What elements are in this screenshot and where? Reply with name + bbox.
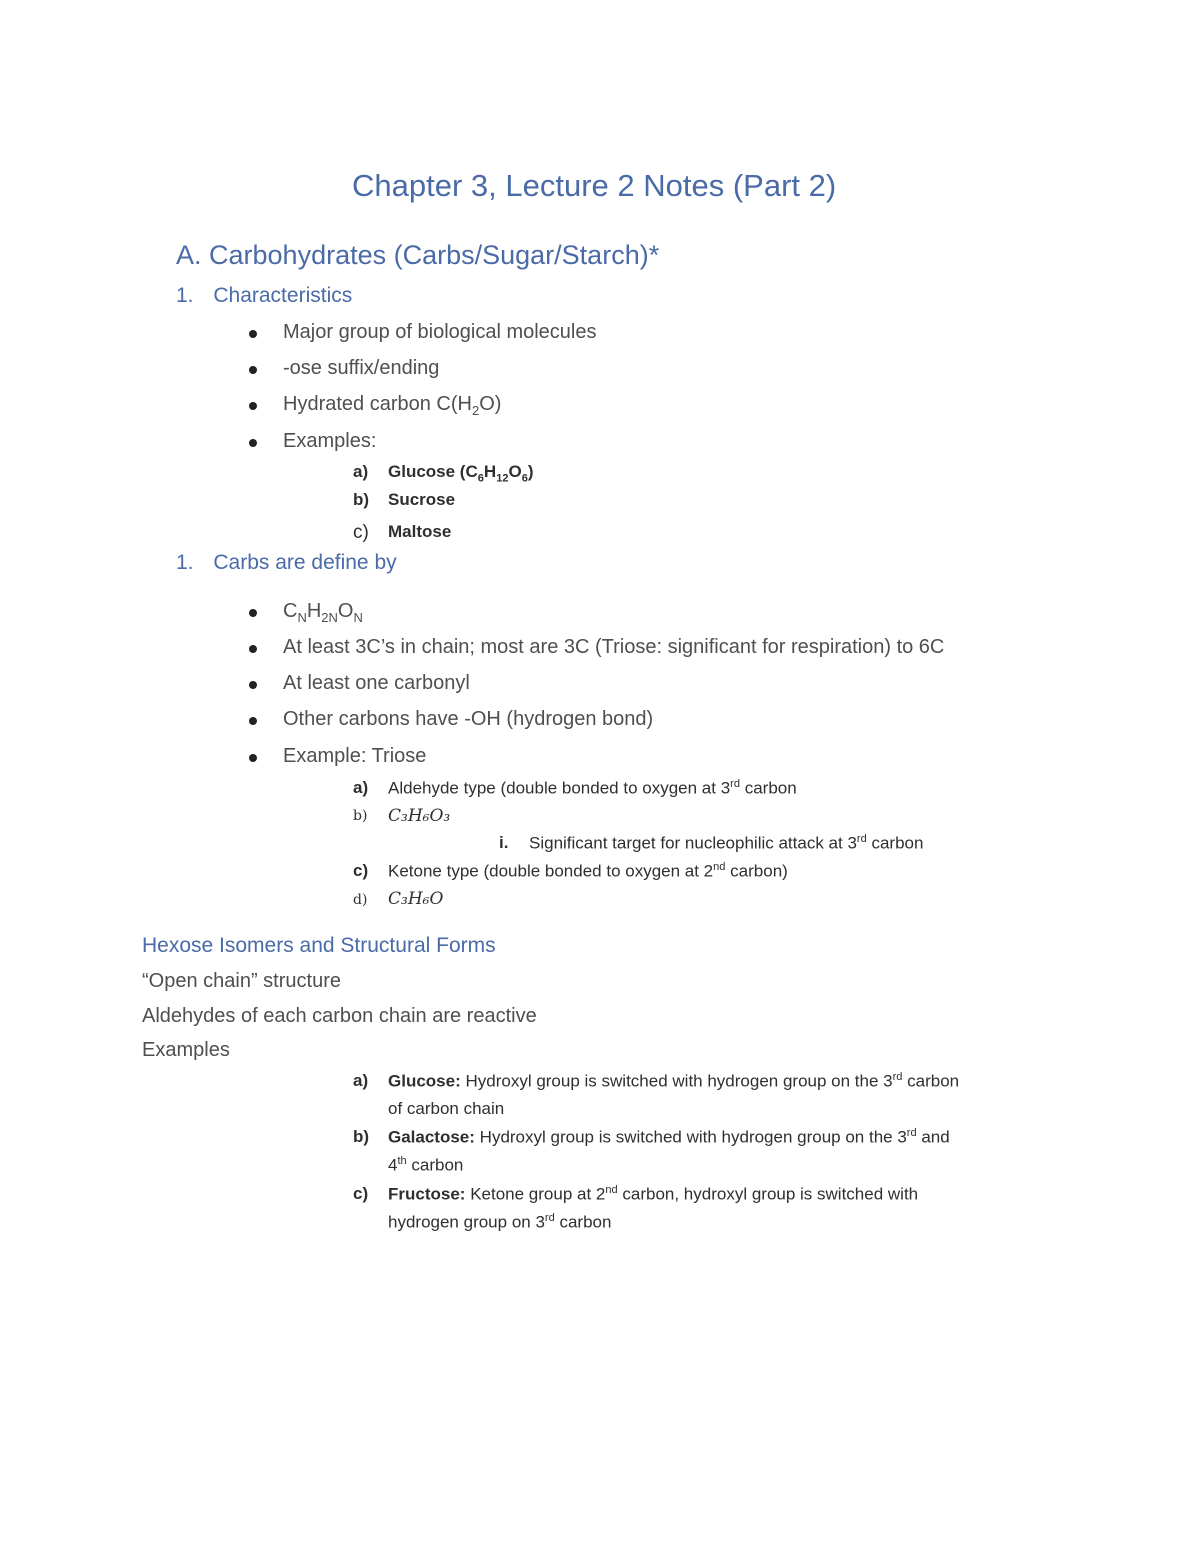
hexose-item-glucose bbox=[388, 1071, 959, 1092]
item-text-end: carbon bbox=[554, 1212, 612, 1232]
superscript: rd bbox=[730, 778, 740, 790]
glucose-h: H bbox=[483, 462, 497, 481]
bullet-text: Example: Triose bbox=[283, 745, 427, 767]
nucleophilic-text: Significant target for nucleophilic attack at 3 bbox=[529, 833, 857, 853]
bullet-icon bbox=[249, 754, 257, 762]
glucose-o: O bbox=[508, 462, 522, 481]
superscript: nd bbox=[605, 1184, 618, 1196]
glucose-text: Glucose (C bbox=[388, 462, 478, 481]
bullet-text bbox=[283, 393, 501, 418]
triose-nucleophilic bbox=[529, 833, 923, 854]
triose-marker: a) bbox=[353, 778, 369, 797]
hexose-marker: b) bbox=[353, 1127, 370, 1146]
bullet-text: Other carbons have -OH (hydrogen bond) bbox=[283, 708, 654, 730]
subscript: 6 bbox=[477, 472, 484, 485]
hexose-marker: a) bbox=[353, 1071, 369, 1090]
section-a-heading: A. Carbohydrates (Carbs/Sugar/Starch)* bbox=[176, 240, 660, 270]
example-marker: c) bbox=[353, 522, 369, 543]
formula-o: O bbox=[337, 600, 354, 622]
item-text: 4 bbox=[388, 1155, 398, 1175]
aldehyde-text: Aldehyde type (double bonded to oxygen at 3 bbox=[388, 778, 731, 798]
hexose-item-fructose bbox=[388, 1184, 918, 1205]
hexose-item-galactose-line2 bbox=[388, 1155, 463, 1176]
triose-marker: b) bbox=[353, 808, 368, 824]
subscript: N bbox=[297, 610, 307, 625]
item-bold-label: Glucose: bbox=[388, 1071, 461, 1091]
bullet-icon bbox=[249, 717, 257, 725]
hexose-item-galactose bbox=[388, 1127, 950, 1148]
bullet-icon bbox=[249, 681, 257, 689]
h2o-subscript: 2 bbox=[471, 403, 480, 418]
definition-number: 1. bbox=[176, 551, 194, 574]
example-glucose bbox=[388, 462, 534, 484]
subscript: 12 bbox=[496, 472, 509, 485]
hexose-line: Examples bbox=[142, 1039, 230, 1061]
hexose-heading: Hexose Isomers and Structural Forms bbox=[142, 934, 496, 957]
superscript: th bbox=[397, 1155, 407, 1167]
item-text-end: carbon, hydroxyl group is switched with bbox=[617, 1184, 919, 1204]
example-marker: a) bbox=[353, 462, 369, 481]
superscript: rd bbox=[856, 833, 867, 845]
triose-marker: d) bbox=[353, 892, 368, 908]
superscript: rd bbox=[906, 1127, 917, 1139]
glucose-end: ) bbox=[527, 462, 534, 481]
hydrated-carbon-text: Hydrated carbon C(H bbox=[283, 393, 472, 415]
bullet-icon bbox=[249, 330, 257, 338]
hexose-marker: c) bbox=[353, 1184, 369, 1203]
nucleophilic-end: carbon bbox=[866, 833, 924, 853]
bullet-icon bbox=[249, 366, 257, 374]
definition-heading bbox=[176, 551, 397, 575]
subscript: 6 bbox=[521, 472, 528, 485]
triose-marker: c) bbox=[353, 861, 369, 880]
formula-c: C bbox=[283, 600, 298, 622]
bullet-text: Examples: bbox=[283, 430, 377, 452]
triose-aldehyde bbox=[388, 778, 797, 799]
aldehyde-end: carbon bbox=[739, 778, 797, 798]
hexose-line: “Open chain” structure bbox=[142, 970, 341, 992]
definition-label: Carbs are define by bbox=[213, 551, 397, 574]
subscript: 2N bbox=[321, 610, 338, 625]
example-marker: b) bbox=[353, 490, 370, 509]
item-bold-label: Galactose: bbox=[388, 1127, 475, 1147]
triose-formula-aldehyde: C₃H₆O₃ bbox=[388, 806, 451, 826]
superscript: nd bbox=[713, 861, 726, 873]
ketone-end: carbon) bbox=[725, 861, 788, 881]
item-bold-label: Fructose: bbox=[388, 1184, 466, 1204]
formula-h: H bbox=[306, 600, 322, 622]
bullet-text: At least one carbonyl bbox=[283, 672, 470, 694]
hexose-item-fructose-line2 bbox=[388, 1212, 611, 1233]
hydrated-carbon-end: O) bbox=[479, 393, 502, 415]
bullet-icon bbox=[249, 645, 257, 653]
subscript: N bbox=[353, 610, 363, 625]
bullet-icon bbox=[249, 402, 257, 410]
triose-formula-ketone: C₃H₆O bbox=[388, 889, 444, 909]
characteristics-label: Characteristics bbox=[213, 284, 353, 307]
item-text: Ketone group at 2 bbox=[465, 1184, 606, 1204]
superscript: rd bbox=[892, 1071, 903, 1083]
item-text-end: and bbox=[916, 1127, 950, 1147]
example-maltose: Maltose bbox=[388, 522, 452, 541]
characteristics-heading bbox=[176, 284, 352, 308]
hexose-item-glucose-line2: of carbon chain bbox=[388, 1099, 505, 1118]
bullet-text: At least 3C’s in chain; most are 3C (Triose: significant for respiration) to 6C bbox=[283, 636, 945, 658]
triose-ketone bbox=[388, 861, 788, 882]
example-sucrose: Sucrose bbox=[388, 490, 456, 509]
bullet-text: -ose suffix/ending bbox=[283, 357, 440, 379]
characteristics-number: 1. bbox=[176, 284, 194, 307]
item-text-end: carbon bbox=[902, 1071, 960, 1091]
superscript: rd bbox=[544, 1212, 555, 1224]
general-formula bbox=[283, 600, 363, 625]
bullet-text: Major group of biological molecules bbox=[283, 321, 597, 343]
item-text: Hydroxyl group is switched with hydrogen group on the 3 bbox=[474, 1127, 907, 1147]
hexose-line: Aldehydes of each carbon chain are reactive bbox=[142, 1005, 537, 1027]
ketone-text: Ketone type (double bonded to oxygen at 2 bbox=[388, 861, 714, 881]
bullet-icon bbox=[249, 609, 257, 617]
item-text: Hydroxyl group is switched with hydrogen group on the 3 bbox=[460, 1071, 893, 1091]
page-title: Chapter 3, Lecture 2 Notes (Part 2) bbox=[352, 168, 837, 203]
triose-sub-marker: i. bbox=[499, 833, 509, 852]
item-text-end: carbon bbox=[406, 1155, 464, 1175]
item-text: hydrogen group on 3 bbox=[388, 1212, 545, 1232]
bullet-icon bbox=[249, 439, 257, 447]
